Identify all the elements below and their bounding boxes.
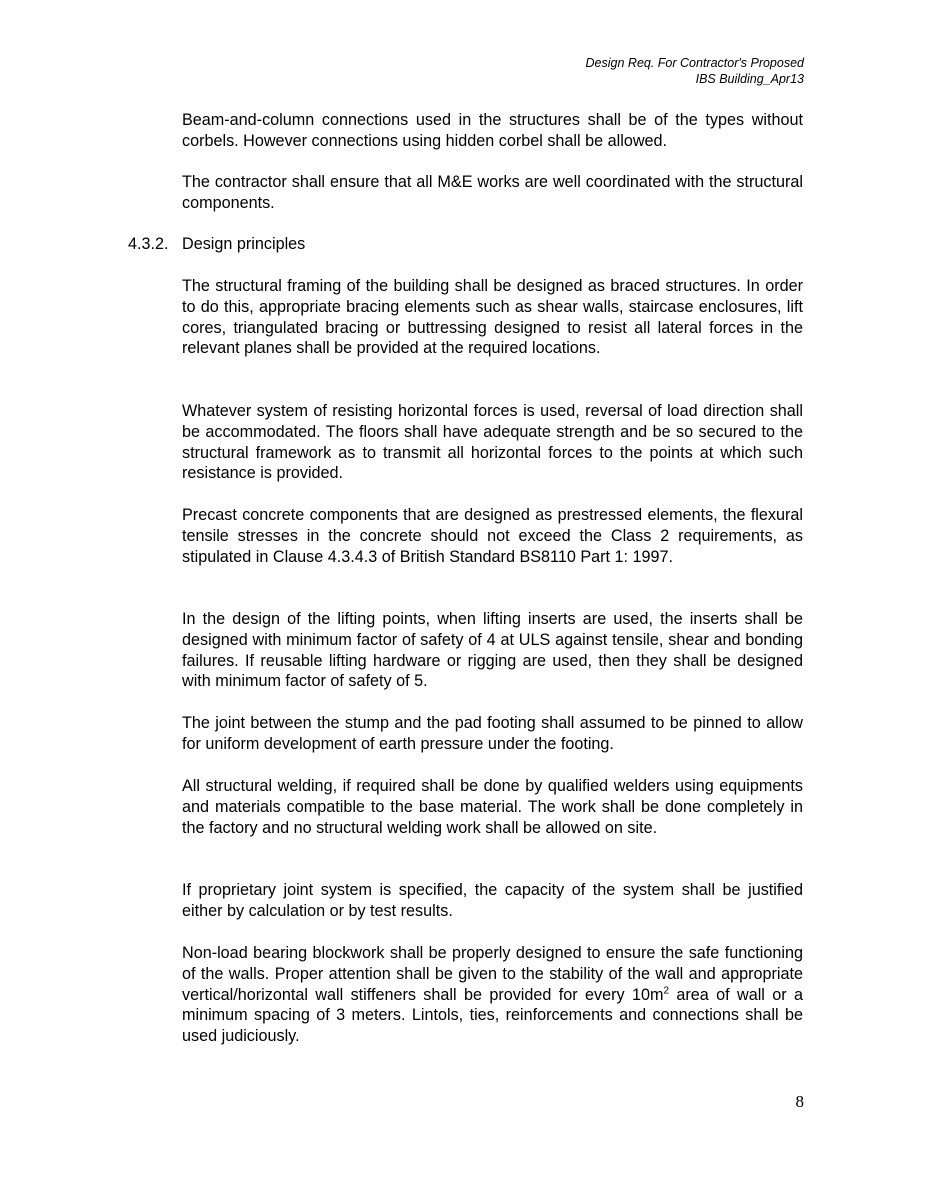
paragraph-braced-structures: The structural framing of the building shall be designed as braced structures. In order to do this, appropriate bracing elements such as shear walls, staircase enclosures, lift cores, triangulated bracing or buttressing designed to resist all lateral forces in the relevant planes shall be provided at the required locations. <box>182 277 803 358</box>
paragraph-beam-column-connections: Beam-and-column connections used in the structures shall be of the types without corbels. However connections using hidden corbel shall be allowed. <box>182 111 803 150</box>
paragraph-stump-pad-footing: The joint between the stump and the pad footing shall assumed to be pinned to allow for uniform development of earth pressure under the footing. <box>182 714 803 753</box>
superscript-2: 2 <box>663 985 670 997</box>
page-number: 8 <box>795 1092 804 1111</box>
header-line-2: IBS Building_Apr13 <box>695 72 804 86</box>
paragraph-proprietary-joint: If proprietary joint system is specified, the capacity of the system shall be justified either by calculation or by test results. <box>182 881 803 920</box>
blockwork-text-part-2: area of wall or a minimum spacing of 3 meters. Lintols, ties, reinforcements and connections shall be used judiciously. <box>182 985 804 1046</box>
section-title: Design principles <box>182 235 306 253</box>
paragraph-lifting-points: In the design of the lifting points, when lifting inserts are used, the inserts shall be designed with minimum factor of safety of 4 at ULS against tensile, shear and bonding failures. If reusable lifting hardware or rigging are used, then they shall be designed with minimum factor of safety of 5. <box>182 610 803 691</box>
paragraph-me-coordination: The contractor shall ensure that all M&E works are well coordinated with the structural components. <box>182 173 803 212</box>
section-number: 4.3.2. <box>128 235 169 253</box>
paragraph-prestressed-elements: Precast concrete components that are designed as prestressed elements, the flexural tensile stresses in the concrete should not exceed the Class 2 requirements, as stipulated in Clause 4.3.4.3 of British Standard BS8110 Part 1: 1997. <box>182 506 803 566</box>
blockwork-text-part-1: Non-load bearing blockwork shall be properly designed to ensure the safe functioning of the walls. Proper attention shall be given to the stability of the wall and appropriate vertical/horizontal wall stiffeners shall be provided for every 10m <box>182 944 803 1004</box>
paragraph-structural-welding: All structural welding, if required shall be done by qualified welders using equipments and materials compatible to the base material. The work shall be done completely in the factory and no structural welding work shall be allowed on site. <box>182 777 803 837</box>
section-heading <box>128 234 305 255</box>
paragraph-horizontal-forces: Whatever system of resisting horizontal forces is used, reversal of load direction shall be accommodated. The floors shall have adequate strength and be so secured to the structural framework as to transmit all horizontal forces to the points at which such resistance is provided. <box>182 402 803 483</box>
running-header <box>586 55 804 87</box>
paragraph-blockwork <box>182 943 803 1047</box>
header-line-1: Design Req. For Contractor's Proposed <box>585 56 804 70</box>
